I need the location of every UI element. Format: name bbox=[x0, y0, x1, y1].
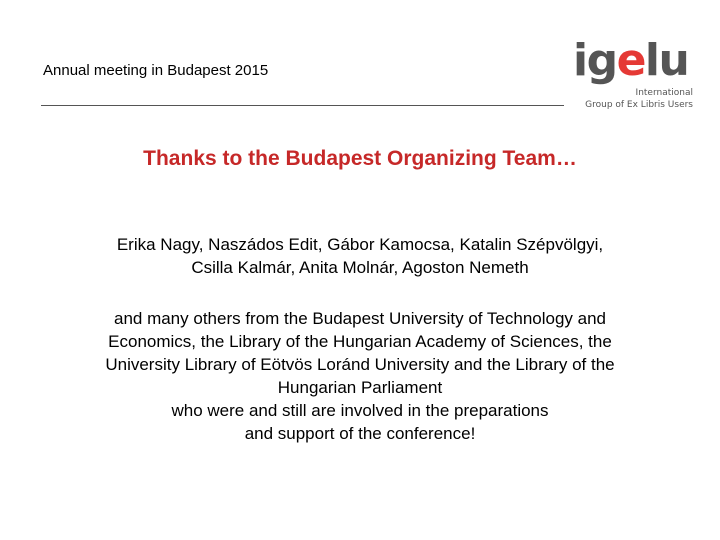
acknowledgement-paragraph bbox=[0, 307, 720, 445]
thanks-line: and many others from the Budapest University of Technology and bbox=[113, 309, 607, 328]
logo-word-part1: ig bbox=[573, 35, 617, 86]
header-divider bbox=[41, 105, 564, 106]
thanks-line: who were and still are involved in the preparations bbox=[171, 401, 549, 420]
slide-title: Thanks to the Budapest Organizing Team… bbox=[143, 147, 577, 170]
thanks-line: University Library of Eötvös Loránd University and the Library of the bbox=[105, 355, 615, 374]
thanks-line: Hungarian Parliament bbox=[277, 378, 443, 397]
team-names bbox=[0, 233, 720, 279]
thanks-line: Economics, the Library of the Hungarian Academy of Sciences, the bbox=[108, 332, 612, 351]
thanks-line: and support of the conference! bbox=[244, 424, 476, 443]
logo-subtitle-line1: International bbox=[635, 88, 693, 98]
igelu-logo bbox=[573, 35, 695, 120]
logo-word-part2: e bbox=[616, 35, 645, 86]
logo-subtitle-line2: Group of Ex Libris Users bbox=[585, 100, 693, 110]
logo-wordmark bbox=[573, 35, 689, 86]
names-line: Csilla Kalmár, Anita Molnár, Agoston Nemeth bbox=[191, 258, 529, 277]
logo-word-part3: lu bbox=[644, 35, 689, 86]
names-line: Erika Nagy, Naszádos Edit, Gábor Kamocsa, Katalin Szépvölgyi, bbox=[116, 235, 604, 254]
meeting-header: Annual meeting in Budapest 2015 bbox=[43, 62, 269, 79]
